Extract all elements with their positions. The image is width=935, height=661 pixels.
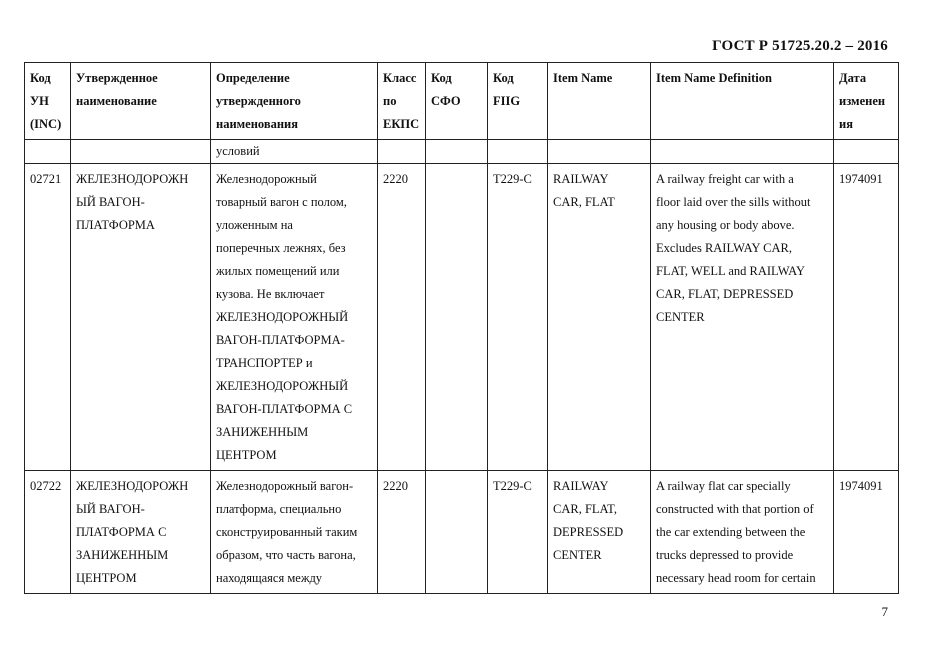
- document-code: ГОСТ Р 51725.20.2 – 2016: [712, 38, 888, 54]
- header-item-name-definition: Item Name Definition: [651, 63, 834, 140]
- table-continuation-row: [25, 140, 899, 164]
- definition-cell: Железнодорожный товарный вагон с полом, уложенным на поперечных лежнях, без жилых помещений или кузова. Не включает ЖЕЛЕЗНОДОРОЖНЫЙ ВАГОН-ПЛАТФОРМА- ТРАНСПОРТЕР и ЖЕЛЕЗНОДОРОЖНЫЙ ВАГОН-ПЛАТФОРМА С ЗАНИЖЕННЫМ ЦЕНТРОМ: [211, 164, 378, 471]
- table-cell: [548, 140, 651, 164]
- approved-name-cell: ЖЕЛЕЗНОДОРОЖН ЫЙ ВАГОН- ПЛАТФОРМА: [71, 164, 211, 471]
- header-item-name: Item Name: [548, 63, 651, 140]
- table-row: [25, 164, 899, 471]
- header-fiig-code: Код FIIG: [488, 63, 548, 140]
- table-cell: [834, 140, 899, 164]
- table-header-row: [25, 63, 899, 140]
- definition-cell: Железнодорожный вагон- платформа, специально сконструированный таким образом, что часть вагона, находящаяся между: [211, 471, 378, 594]
- table-cell: [651, 140, 834, 164]
- inc-code-cell: 02722: [25, 471, 71, 594]
- header-definition: Определение утвержденного наименования: [211, 63, 378, 140]
- sfo-code-cell: [426, 471, 488, 594]
- sfo-code-cell: [426, 164, 488, 471]
- fiig-code-cell: T229-C: [488, 471, 548, 594]
- item-name-definition-cell: A railway flat car specially constructed with that portion of the car extending between the trucks depressed to provide necessary head room for certain: [651, 471, 834, 594]
- item-name-cell: RAILWAY CAR, FLAT: [548, 164, 651, 471]
- item-name-definition-cell: A railway freight car with a floor laid over the sills without any housing or body above. Excludes RAILWAY CAR, FLAT, WELL and RAILWAY CAR, FLAT, DEPRESSED CENTER: [651, 164, 834, 471]
- header-inc: Код УН (INC): [25, 63, 71, 140]
- fiig-code-cell: T229-C: [488, 164, 548, 471]
- header-approved-name: Утвержденное наименование: [71, 63, 211, 140]
- table-cell: [426, 140, 488, 164]
- header-ekps-class: Класс по ЕКПС: [378, 63, 426, 140]
- table-cell: [488, 140, 548, 164]
- ekps-class-cell: 2220: [378, 164, 426, 471]
- approved-name-cell: ЖЕЛЕЗНОДОРОЖН ЫЙ ВАГОН- ПЛАТФОРМА С ЗАНИЖЕННЫМ ЦЕНТРОМ: [71, 471, 211, 594]
- inc-table: [24, 62, 899, 594]
- change-date-cell: 1974091: [834, 471, 899, 594]
- change-date-cell: 1974091: [834, 164, 899, 471]
- inc-code-cell: 02721: [25, 164, 71, 471]
- table-row: [25, 471, 899, 594]
- header-sfo-code: Код СФО: [426, 63, 488, 140]
- table-cell: условий: [211, 140, 378, 164]
- ekps-class-cell: 2220: [378, 471, 426, 594]
- header-change-date: Дата изменен ия: [834, 63, 899, 140]
- page-number: 7: [881, 604, 888, 619]
- table-cell: [25, 140, 71, 164]
- table-cell: [378, 140, 426, 164]
- item-name-cell: RAILWAY CAR, FLAT, DEPRESSED CENTER: [548, 471, 651, 594]
- table-cell: [71, 140, 211, 164]
